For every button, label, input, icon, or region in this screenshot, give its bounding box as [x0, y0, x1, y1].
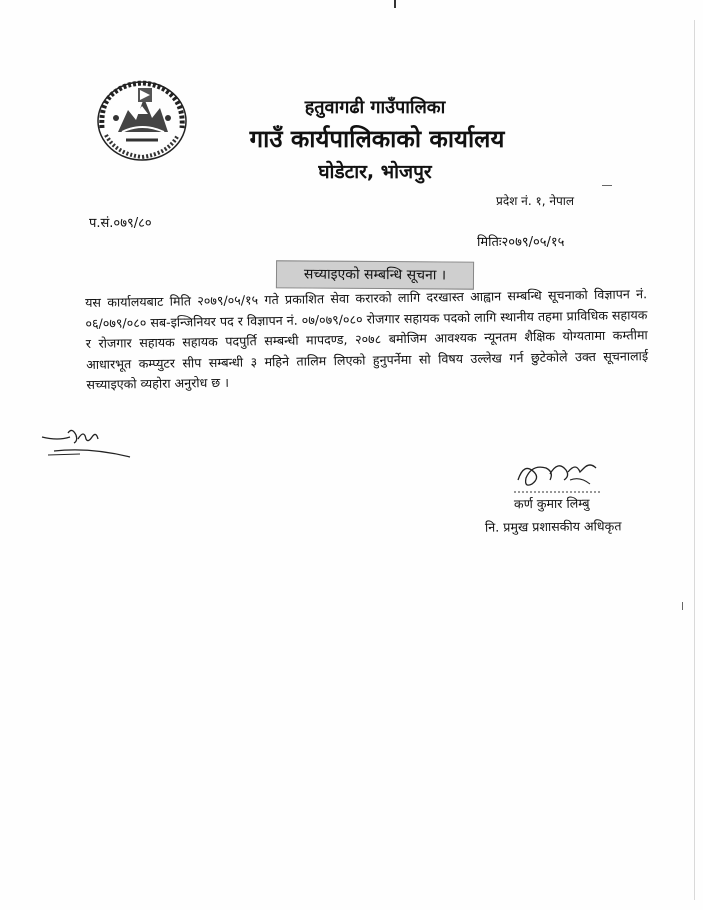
signatory-name: कर्ण कुमार लिम्बु — [513, 495, 590, 512]
initials-signature — [40, 425, 135, 460]
signature — [510, 454, 605, 496]
office-address: घोडेटार, भोजपुर — [318, 161, 432, 183]
notice-body: यस कार्यालयबाट मिति २०७९/०५/१५ गते प्रकाशित सेवा करारको लागि दरखास्त आह्वान सम्बन्धि सूचनाको विज्ञापन नं. ०६/०७९/०८० सब-इन्जिनियर पद र विज्ञापन नं. ०७/०७९/०८० रोजगार सहायक पदको लागि स्थानीय तहमा प्राविधिक सहायक र रोजगार सहायक सहायक पदपुर्ति सम्बन्धी मापदण्ड, २०७८ बमोजिम आवश्यक न्यूनतम शैक्षिक योग्यतामा कम्तीमा आधारभूत कम्प्युटर सीप सम्बन्धी ३ महिने तालिम लिएको हुनुपर्नेमा सो विषय उल्लेख गर्न छुटेकोले उक्त सूचनालाई सच्याइएको व्यहोरा अनुरोध छ । — [85, 286, 649, 392]
office-name: गाउँ कार्यपालिकाको कार्यालय — [249, 125, 505, 153]
signatory-title: नि. प्रमुख प्रशासकीय अधिकृत — [484, 518, 622, 535]
scan-edge-line — [694, 20, 695, 900]
letter-date: मितिः२०७९/०५/१५ — [477, 235, 565, 250]
subject-title: सच्याइएको सम्बन्धि सूचना । — [276, 260, 474, 289]
letter-reference-number: प.सं.०७९/८० — [89, 216, 152, 231]
municipality-name: हतुवागढी गाउँपालिका — [304, 97, 446, 118]
province-label: प्रदेश नं. १, नेपाल — [496, 194, 575, 208]
scan-mark — [682, 602, 683, 610]
scan-artifact-line — [394, 0, 396, 8]
nepal-government-emblem-icon — [96, 80, 188, 162]
scan-mark — [602, 185, 612, 186]
